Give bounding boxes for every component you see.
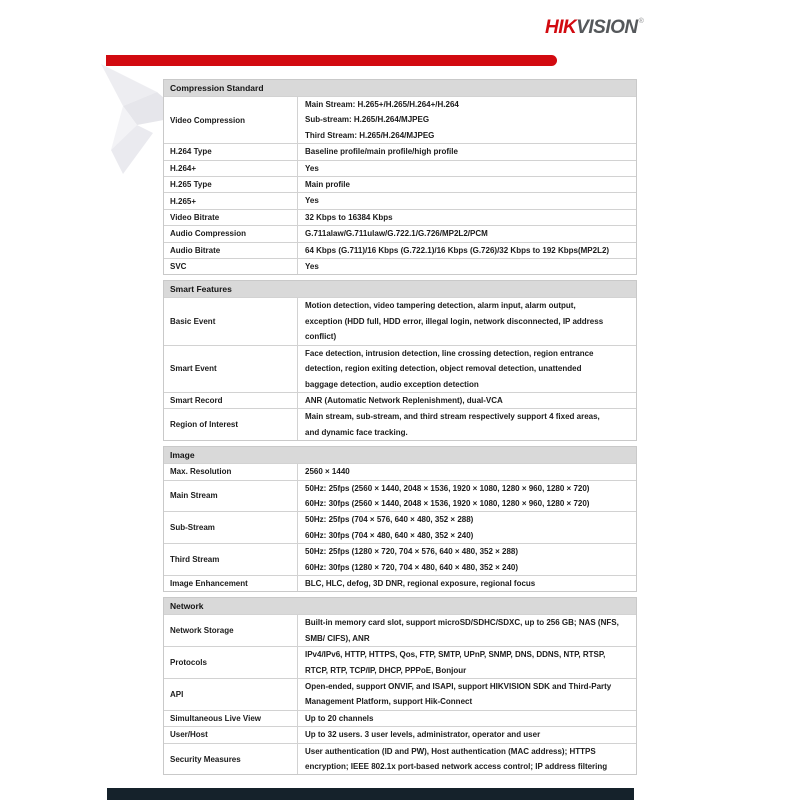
spec-row	[164, 192, 636, 208]
spec-row	[164, 258, 636, 274]
spec-label: Image Enhancement	[164, 576, 298, 591]
spec-row	[164, 143, 636, 159]
spec-label: Video Bitrate	[164, 210, 298, 225]
spec-value-line: G.711alaw/G.711ulaw/G.722.1/G.726/MP2L2/PCM	[305, 229, 488, 239]
spec-value-line: Up to 20 channels	[305, 713, 374, 723]
spec-value-line: 50Hz: 25fps (2560 × 1440, 2048 × 1536, 1920 × 1080, 1280 × 960, 1280 × 720)	[305, 483, 590, 493]
spec-value-line: encryption; IEEE 802.1x port-based network access control; IP address filtering	[305, 762, 608, 772]
spec-row	[164, 614, 636, 646]
spec-value	[298, 161, 636, 176]
spec-label: H.264+	[164, 161, 298, 176]
spec-value-line: baggage detection, audio exception detection	[305, 379, 479, 389]
spec-value-line: Main Stream: H.265+/H.265/H.264+/H.264	[305, 100, 459, 109]
spec-value-line: Management Platform, support Hik-Connect	[305, 697, 473, 707]
logo-hik-text: HIK	[545, 17, 577, 38]
spec-value-line: 50Hz: 25fps (704 × 576, 640 × 480, 352 × 288)	[305, 515, 474, 525]
spec-value-line: IPv4/IPv6, HTTP, HTTPS, Qos, FTP, SMTP, UPnP, SNMP, DNS, DDNS, NTP, RTSP,	[305, 650, 606, 660]
spec-value-line: exception (HDD full, HDD error, illegal login, network disconnected, IP address	[305, 316, 604, 326]
spec-value-line: and dynamic face tracking.	[305, 427, 408, 437]
spec-label: Audio Compression	[164, 226, 298, 241]
spec-row	[164, 176, 636, 192]
spec-row	[164, 225, 636, 241]
spec-label: H.265 Type	[164, 177, 298, 192]
spec-label: Network Storage	[164, 615, 298, 646]
spec-row	[164, 209, 636, 225]
spec-section	[163, 79, 637, 275]
spec-row	[164, 345, 636, 392]
section-title: Network	[164, 597, 636, 614]
spec-label: SVC	[164, 259, 298, 274]
spec-row	[164, 646, 636, 678]
spec-value	[298, 481, 636, 512]
spec-value	[298, 744, 636, 775]
spec-value	[298, 576, 636, 591]
spec-row	[164, 678, 636, 710]
spec-value-line: RTCP, RTP, TCP/IP, DHCP, PPPoE, Bonjour	[305, 665, 467, 675]
spec-row	[164, 408, 636, 440]
spec-value	[298, 177, 636, 192]
spec-section	[163, 446, 637, 592]
spec-value-line: 32 Kbps to 16384 Kbps	[305, 212, 393, 222]
spec-value-line: Built-in memory card slot, support microSD/SDHC/SDXC, up to 256 GB; NAS (NFS,	[305, 618, 619, 628]
spec-table	[163, 79, 637, 780]
spec-value	[298, 298, 636, 344]
spec-value	[298, 193, 636, 208]
section-title: Smart Features	[164, 280, 636, 297]
spec-value-line: detection, region exiting detection, object removal detection, unattended	[305, 364, 582, 374]
spec-label: Main Stream	[164, 481, 298, 512]
spec-label: Security Measures	[164, 744, 298, 775]
spec-label: Third Stream	[164, 544, 298, 575]
spec-row	[164, 543, 636, 575]
spec-value	[298, 97, 636, 143]
spec-value-line: Yes	[305, 262, 319, 272]
spec-row	[164, 160, 636, 176]
spec-value	[298, 711, 636, 726]
spec-value-line: 60Hz: 30fps (2560 × 1440, 2048 × 1536, 1920 × 1080, 1280 × 960, 1280 × 720)	[305, 498, 590, 508]
spec-value	[298, 727, 636, 742]
spec-value	[298, 679, 636, 710]
spec-row	[164, 96, 636, 143]
spec-label: Protocols	[164, 647, 298, 678]
logo-vision-text: VISION	[576, 17, 638, 38]
spec-row	[164, 392, 636, 408]
spec-value-line: 60Hz: 30fps (1280 × 720, 704 × 480, 640 × 480, 352 × 240)	[305, 562, 519, 572]
spec-value-line: Yes	[305, 196, 319, 206]
spec-label: Smart Record	[164, 393, 298, 408]
spec-label: Smart Event	[164, 346, 298, 392]
spec-value	[298, 647, 636, 678]
spec-label: Max. Resolution	[164, 464, 298, 479]
spec-row	[164, 463, 636, 479]
section-title: Compression Standard	[164, 79, 636, 96]
spec-value	[298, 346, 636, 392]
spec-value	[298, 243, 636, 258]
spec-label: Region of Interest	[164, 409, 298, 440]
spec-value	[298, 393, 636, 408]
spec-value	[298, 210, 636, 225]
spec-value-line: 50Hz: 25fps (1280 × 720, 704 × 576, 640 × 480, 352 × 288)	[305, 547, 519, 557]
spec-value-line: Main stream, sub-stream, and third stream respectively support 4 fixed areas,	[305, 412, 600, 422]
registered-trademark-icon: ®	[638, 18, 644, 25]
spec-row	[164, 743, 636, 775]
spec-value-line: ANR (Automatic Network Replenishment), dual-VCA	[305, 395, 503, 405]
spec-value-line: Motion detection, video tampering detection, alarm input, alarm output,	[305, 301, 576, 311]
spec-row	[164, 297, 636, 344]
spec-label: Audio Bitrate	[164, 243, 298, 258]
spec-value	[298, 226, 636, 241]
spec-value-line: Main profile	[305, 180, 350, 190]
spec-row	[164, 242, 636, 258]
spec-label: Video Compression	[164, 97, 298, 143]
spec-row	[164, 710, 636, 726]
spec-section	[163, 280, 637, 441]
spec-label: Basic Event	[164, 298, 298, 344]
spec-value	[298, 409, 636, 440]
spec-value-line: Face detection, intrusion detection, line crossing detection, region entrance	[305, 348, 594, 358]
spec-row	[164, 511, 636, 543]
spec-value	[298, 544, 636, 575]
spec-label: Simultaneous Live View	[164, 711, 298, 726]
section-title: Image	[164, 446, 636, 463]
spec-value	[298, 512, 636, 543]
hikvision-logo	[545, 17, 642, 39]
spec-value-line: 64 Kbps (G.711)/16 Kbps (G.722.1)/16 Kbps (G.726)/32 Kbps to 192 Kbps(MP2L2)	[305, 245, 610, 255]
footer-dark-bar	[107, 788, 634, 800]
spec-label: API	[164, 679, 298, 710]
spec-value	[298, 615, 636, 646]
spec-row	[164, 726, 636, 742]
spec-value	[298, 464, 636, 479]
spec-row	[164, 575, 636, 591]
spec-value-line: Yes	[305, 163, 319, 173]
spec-value-line: Baseline profile/main profile/high profile	[305, 147, 458, 157]
spec-row	[164, 480, 636, 512]
spec-label: Sub-Stream	[164, 512, 298, 543]
spec-value-line: BLC, HLC, defog, 3D DNR, regional exposure, regional focus	[305, 578, 536, 588]
spec-label: H.264 Type	[164, 144, 298, 159]
spec-value	[298, 259, 636, 274]
spec-value-line: Open-ended, support ONVIF, and ISAPI, support HIKVISION SDK and Third-Party	[305, 682, 612, 691]
spec-value-line: Up to 32 users. 3 user levels, administrator, operator and user	[305, 730, 541, 740]
spec-label: H.265+	[164, 193, 298, 208]
spec-value-line: SMB/ CIFS), ANR	[305, 633, 370, 643]
spec-value	[298, 144, 636, 159]
spec-value-line: User authentication (ID and PW), Host authentication (MAC address); HTTPS	[305, 746, 596, 756]
spec-value-line: 2560 × 1440	[305, 467, 350, 477]
spec-section	[163, 597, 637, 775]
spec-value-line: 60Hz: 30fps (704 × 480, 640 × 480, 352 × 240)	[305, 530, 474, 540]
spec-label: User/Host	[164, 727, 298, 742]
spec-value-line: Third Stream: H.265/H.264/MJPEG	[305, 130, 435, 140]
spec-value-line: Sub-stream: H.265/H.264/MJPEG	[305, 115, 430, 125]
spec-value-line: conflict)	[305, 332, 337, 342]
